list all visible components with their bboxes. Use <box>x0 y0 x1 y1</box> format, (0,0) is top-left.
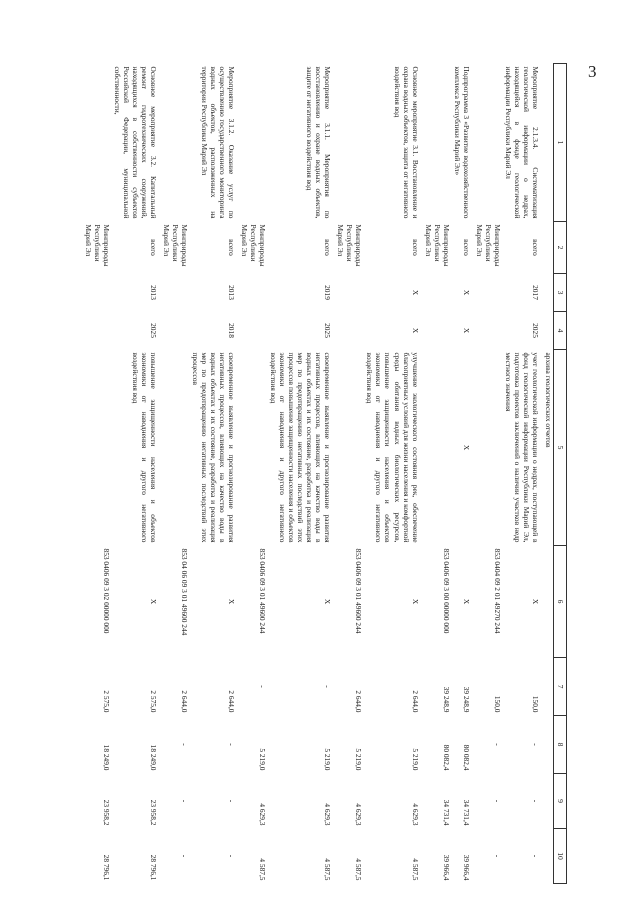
cell-name <box>82 64 111 222</box>
cell-start-year: 2017 <box>530 285 540 300</box>
cell-name <box>160 64 189 222</box>
cell-result: улучшение экологического состояния рек, обеспечение благоприятных условий для жизни населения и комфортной среды обитания водных биологических ресурсов, повышение защищенности населения и объектов экономики от наводнения и другого негативного воздействия вод <box>365 352 420 543</box>
cell-value: 34 731,4 <box>441 799 451 826</box>
cell-result: учет геологической информации о недрах, поступающей в фонд геологической информации Республики Марий Эл, подготовка проектов заключений о наличии участков недр местного значения <box>503 352 540 543</box>
cell-code: 853 0406 09 3 01 49600 244 <box>354 548 364 634</box>
cell-value: - <box>258 685 268 688</box>
cell-value: 28 796,1 <box>101 854 111 881</box>
cell-value: 23 958,2 <box>101 799 111 826</box>
table-row <box>238 64 267 884</box>
cell-value <box>542 774 554 829</box>
cell-value: 2 644,0 <box>354 690 364 713</box>
cell-name: Мероприятие 2.1.3.4. Систематизация геологической информации о недрах, находящейся в фонде геологической информации Республики Марий Эл <box>503 66 540 219</box>
cell-value <box>542 658 554 716</box>
cell-result: Х <box>461 444 471 451</box>
cell-value: - <box>227 799 236 803</box>
cell-value: - <box>179 854 189 858</box>
cell-value: - <box>530 799 540 803</box>
column-header: 9 <box>554 774 567 829</box>
cell-value <box>542 829 554 884</box>
cell-end-year: 2025 <box>323 323 333 338</box>
column-header: 6 <box>554 546 567 658</box>
cell-name: Мероприятие 3.1.2. Оказание услуг по осуществлению государственного мониторинга водных объектов, расположенных на территории Республики Марий Эл <box>199 66 236 219</box>
cell-end-year: 2018 <box>227 323 236 338</box>
cell-code: 853 0404 09 2 01 49270 244 <box>492 548 502 634</box>
column-header: 3 <box>554 274 567 312</box>
cell-start-year: Х <box>461 289 471 296</box>
cell-value: 2 575,0 <box>148 690 158 713</box>
cell-value: 23 958,2 <box>148 799 158 826</box>
cell-result <box>82 350 111 546</box>
cell-value: - <box>227 854 236 858</box>
cell-value: - <box>492 854 502 858</box>
cell-result: повышение защищенности населения и объектов экономики от наводнения и другого негативного воздействия вод <box>130 352 158 543</box>
column-header: 10 <box>554 829 567 884</box>
cell-start-year: 2013 <box>227 285 236 300</box>
cell-name: Мероприятие 3.1.1. Мероприятия по восстановлению и охране водных объектов, защите от негативного воздействия вод <box>305 66 333 219</box>
cell-code: Х <box>530 598 540 605</box>
cell-name <box>473 64 502 222</box>
cell-value: 4 629,3 <box>354 803 364 826</box>
table-row <box>451 64 473 884</box>
table-row <box>363 64 421 884</box>
cell-executor: всего <box>530 239 540 256</box>
cell-value: 39 966,4 <box>441 854 451 881</box>
cell-value <box>542 716 554 774</box>
table-row <box>267 64 334 884</box>
cell-executor: всего <box>323 239 333 256</box>
cell-end-year: Х <box>461 327 471 334</box>
cell-value: 5 219,0 <box>354 748 364 771</box>
cell-value: 2 644,0 <box>227 690 236 713</box>
table-row <box>160 64 189 884</box>
cell-value: 2 644,0 <box>179 690 189 713</box>
cell-result <box>238 350 267 546</box>
cell-value: - <box>227 743 236 746</box>
table-row <box>111 64 160 884</box>
cell-start-year <box>334 274 363 312</box>
cell-start-year <box>160 274 189 312</box>
cell-value: 5 219,0 <box>258 748 268 771</box>
table-row <box>422 64 451 884</box>
cell-start-year <box>542 274 554 312</box>
cell-value: 28 796,1 <box>148 854 158 881</box>
cell-value: 39 966,4 <box>461 854 471 881</box>
cell-start-year <box>238 274 267 312</box>
cell-value: 5 219,0 <box>410 748 420 771</box>
cell-executor: Минприроды Республики Марий Эл <box>336 224 364 267</box>
cell-name: Основное мероприятие 3.2. Капитальный ремонт гидротехнических сооружений, находящихся в собственности субъектов Российской Федерации, муниципальной собственности, <box>112 66 158 219</box>
cell-executor: Минприроды Республики Марий Эл <box>83 224 111 267</box>
cell-start-year <box>422 274 451 312</box>
cell-value: 2 644,0 <box>410 690 420 713</box>
column-header: 8 <box>554 716 567 774</box>
cell-start-year: 2013 <box>148 285 158 300</box>
cell-executor: Минприроды Республики Марий Эл <box>161 224 189 267</box>
cell-code <box>542 546 554 658</box>
column-header: 4 <box>554 312 567 350</box>
cell-value: 2 575,0 <box>101 690 111 713</box>
cell-value: 4 587,5 <box>258 858 268 881</box>
page-number: 3 <box>588 62 597 81</box>
cell-value: 4 587,5 <box>323 858 333 881</box>
cell-value: - <box>492 799 502 803</box>
cell-value: 4 587,5 <box>410 858 420 881</box>
cell-start-year <box>473 274 502 312</box>
cell-name <box>334 64 363 222</box>
cell-value: 150,0 <box>530 695 540 713</box>
cell-name: Подпрограмма 3 «Развитие водохозяйственного комплекса Республики Марий Эл» <box>452 66 471 219</box>
table-row <box>82 64 111 884</box>
column-header: 2 <box>554 222 567 274</box>
cell-executor: Минприроды Республики Марий Эл <box>474 224 502 267</box>
cell-value: 39 248,9 <box>461 686 471 713</box>
cell-code: 853 0406 09 3 00 00000 000 <box>441 548 451 634</box>
cell-name <box>542 64 554 222</box>
cell-value: - <box>492 743 502 746</box>
cell-value: - <box>179 799 189 803</box>
cell-value: 150,0 <box>492 695 502 713</box>
cell-name: Основное мероприятие 3.1. Восстановление и охрана водных объектов, защита от негативного воздействия вод <box>392 66 420 219</box>
cell-code: Х <box>410 598 420 605</box>
cell-value: 4 629,3 <box>258 803 268 826</box>
table-row <box>542 64 554 884</box>
column-header: 7 <box>554 658 567 716</box>
cell-value: 4 587,5 <box>354 858 364 881</box>
cell-result <box>422 350 451 546</box>
cell-result <box>473 350 502 546</box>
cell-start-year: Х <box>410 289 420 296</box>
cell-code: Х <box>148 598 158 605</box>
cell-code: Х <box>227 598 236 605</box>
cell-executor: всего <box>227 239 236 256</box>
cell-end-year <box>160 312 189 350</box>
cell-value: 4 629,3 <box>323 803 333 826</box>
cell-end-year: Х <box>410 327 420 334</box>
cell-start-year <box>82 274 111 312</box>
cell-start-year: 2019 <box>323 285 333 300</box>
cell-end-year <box>542 312 554 350</box>
column-header: 1 <box>554 64 567 222</box>
header-row <box>554 64 567 884</box>
cell-result <box>160 350 189 546</box>
cell-executor: всего <box>461 239 471 256</box>
cell-result <box>334 350 363 546</box>
cell-name <box>238 64 267 222</box>
cell-code: Х <box>461 598 471 605</box>
cell-end-year <box>82 312 111 350</box>
cell-end-year: 2025 <box>530 323 540 338</box>
cell-code: 853 0406 09 3 02 00000 000 <box>101 548 111 634</box>
table-row <box>334 64 363 884</box>
cell-executor: всего <box>410 239 420 256</box>
cell-end-year: 2025 <box>148 323 158 338</box>
cell-executor: Минприроды Республики Марий Эл <box>423 224 451 267</box>
cell-result: своевременное выявление и прогнозирование развития негативных процессов, влияющих на качество воды в водных объектах и их состояние, разработка и реализация мер по предотвращению негативных последствий этих процессов <box>190 352 236 543</box>
table-row <box>502 64 542 884</box>
table-row <box>473 64 502 884</box>
cell-end-year <box>473 312 502 350</box>
cell-code: 853 04 06 09 3 01 49600 244 <box>179 548 189 636</box>
cell-value: 18 249,0 <box>101 744 111 771</box>
cell-name <box>422 64 451 222</box>
cell-code: Х <box>323 598 333 605</box>
cell-value: 5 219,0 <box>323 748 333 771</box>
cell-result: своевременное выявление и прогнозирование развития негативных процессов, влияющих на качество воды в водных объектах и их состояние, разработка и реализация мер по предотвращению негативных последствий этих процессов повышение защищенности населения и объектов экономики от наводнения и другого негативного воздействия вод <box>269 352 333 543</box>
cell-value: 18 249,0 <box>148 744 158 771</box>
cell-value: 4 629,3 <box>410 803 420 826</box>
cell-value: - <box>179 743 189 746</box>
cell-result: архива геологических отчетов <box>544 352 553 448</box>
cell-end-year <box>334 312 363 350</box>
cell-value: 80 082,4 <box>461 744 471 771</box>
cell-end-year <box>238 312 267 350</box>
cell-value: 39 248,9 <box>441 686 451 713</box>
column-header: 5 <box>554 350 567 546</box>
rotated-table-page <box>83 63 567 883</box>
cell-value: - <box>530 743 540 746</box>
cell-value: - <box>530 854 540 858</box>
cell-end-year <box>422 312 451 350</box>
table-row <box>189 64 238 884</box>
cell-executor <box>542 222 554 274</box>
cell-executor: Минприроды Республики Марий Эл <box>240 224 268 267</box>
cell-value: - <box>323 685 333 688</box>
cell-executor: всего <box>148 239 158 256</box>
cell-value: 80 082,4 <box>441 744 451 771</box>
cell-value: 34 731,4 <box>461 799 471 826</box>
program-table <box>82 63 568 884</box>
cell-code: 853 0406 09 3 01 49600 244 <box>258 548 268 634</box>
